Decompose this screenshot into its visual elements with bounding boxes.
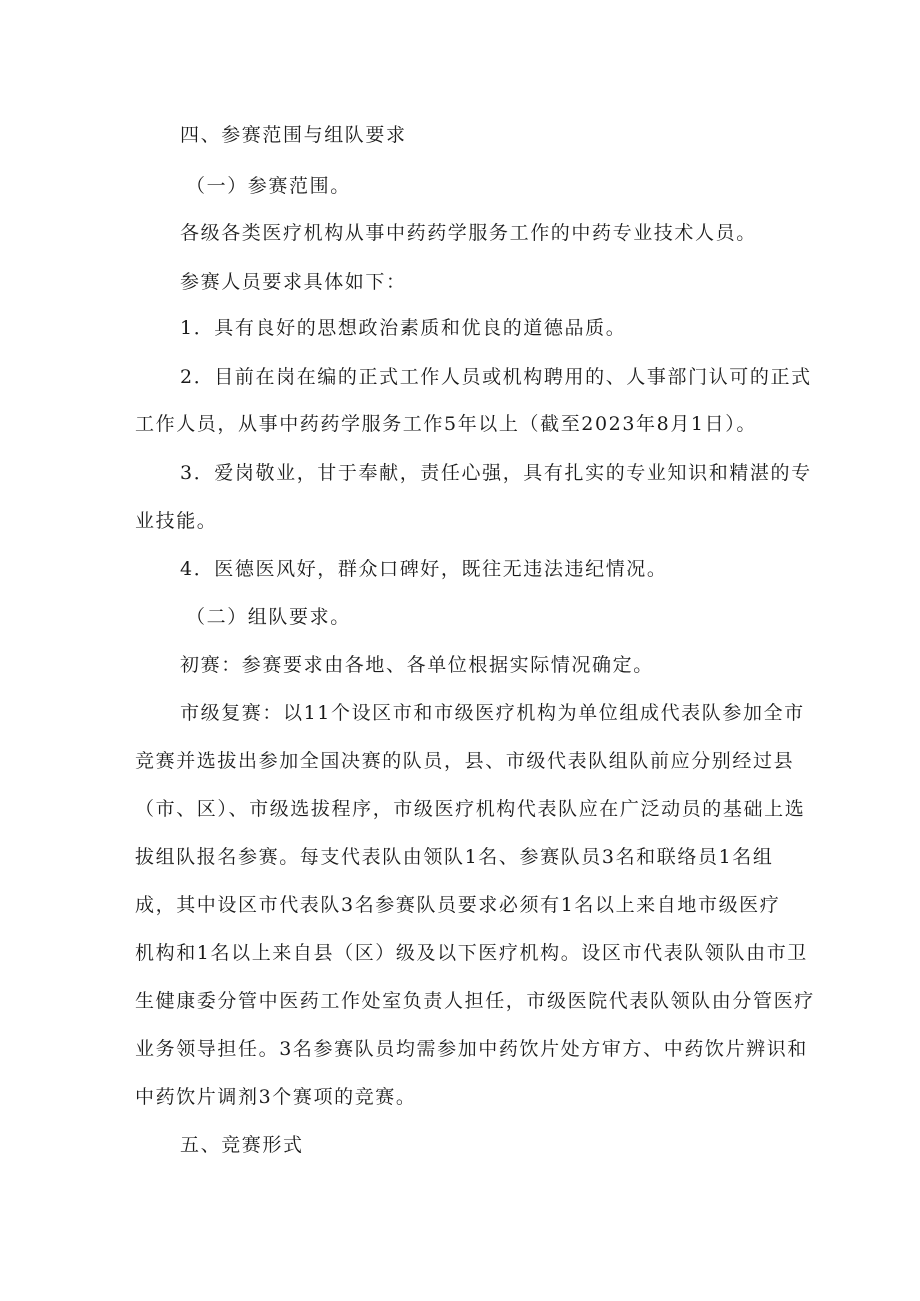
paragraph-city-round-cont-7: 业务领导担任。3名参赛队员均需参加中药饮片处方审方、中药饮片辨识和 <box>135 1038 808 1060</box>
paragraph-city-round-cont-4: 成，其中设区市代表队3名参赛队员要求必须有1名以上来自地市级医疗 <box>135 894 781 916</box>
requirement-item-2-cont: 工作人员，从事中药药学服务工作5年以上（截至2023年8月1日）。 <box>135 413 757 435</box>
paragraph-preliminary: 初赛：参赛要求由各地、各单位根据实际情况确定。 <box>180 654 654 676</box>
requirement-item-2: 2．目前在岗在编的正式工作人员或机构聘用的、人事部门认可的正式 <box>180 366 812 388</box>
requirement-item-1: 1．具有良好的思想政治素质和优良的道德品质。 <box>180 317 627 339</box>
subsection-heading-2: （二）组队要求。 <box>186 606 351 628</box>
paragraph-city-round-cont-6: 生健康委分管中医药工作处室负责人担任，市级医院代表队领队由分管医疗 <box>135 990 815 1012</box>
paragraph-city-round-cont-8: 中药饮片调剂3个赛项的竞赛。 <box>135 1086 417 1108</box>
paragraph-city-round-cont-2: （市、区）、市级选拔程序，市级医疗机构代表队应在广泛动员的基础上选 <box>135 798 806 820</box>
requirement-item-4: 4．医德医风好，群众口碑好，既往无违法违纪情况。 <box>180 558 668 580</box>
section-heading-4: 四、参赛范围与组队要求 <box>180 124 407 146</box>
paragraph-scope: 各级各类医疗机构从事中药药学服务工作的中药专业技术人员。 <box>180 222 757 244</box>
paragraph-city-round-cont-3: 拔组队报名参赛。每支代表队由领队1名、参赛队员3名和联络员1名组 <box>135 846 774 868</box>
requirement-item-3: 3．爱岗敬业，甘于奉献，责任心强，具有扎实的专业知识和精湛的专 <box>180 462 812 484</box>
paragraph-city-round-cont-5: 机构和1名以上来自县（区）级及以下医疗机构。设区市代表队领队由市卫 <box>135 942 808 964</box>
paragraph-city-round: 市级复赛：以11个设区市和市级医疗机构为单位组成代表队参加全市 <box>180 702 805 724</box>
subsection-heading-1: （一）参赛范围。 <box>186 175 351 197</box>
paragraph-requirements-intro: 参赛人员要求具体如下： <box>180 271 407 293</box>
paragraph-city-round-cont-1: 竞赛并选拔出参加全国决赛的队员，县、市级代表队组队前应分别经过县 <box>135 750 795 772</box>
section-heading-5: 五、竞赛形式 <box>180 1134 304 1156</box>
requirement-item-3-cont: 业技能。 <box>135 510 218 532</box>
